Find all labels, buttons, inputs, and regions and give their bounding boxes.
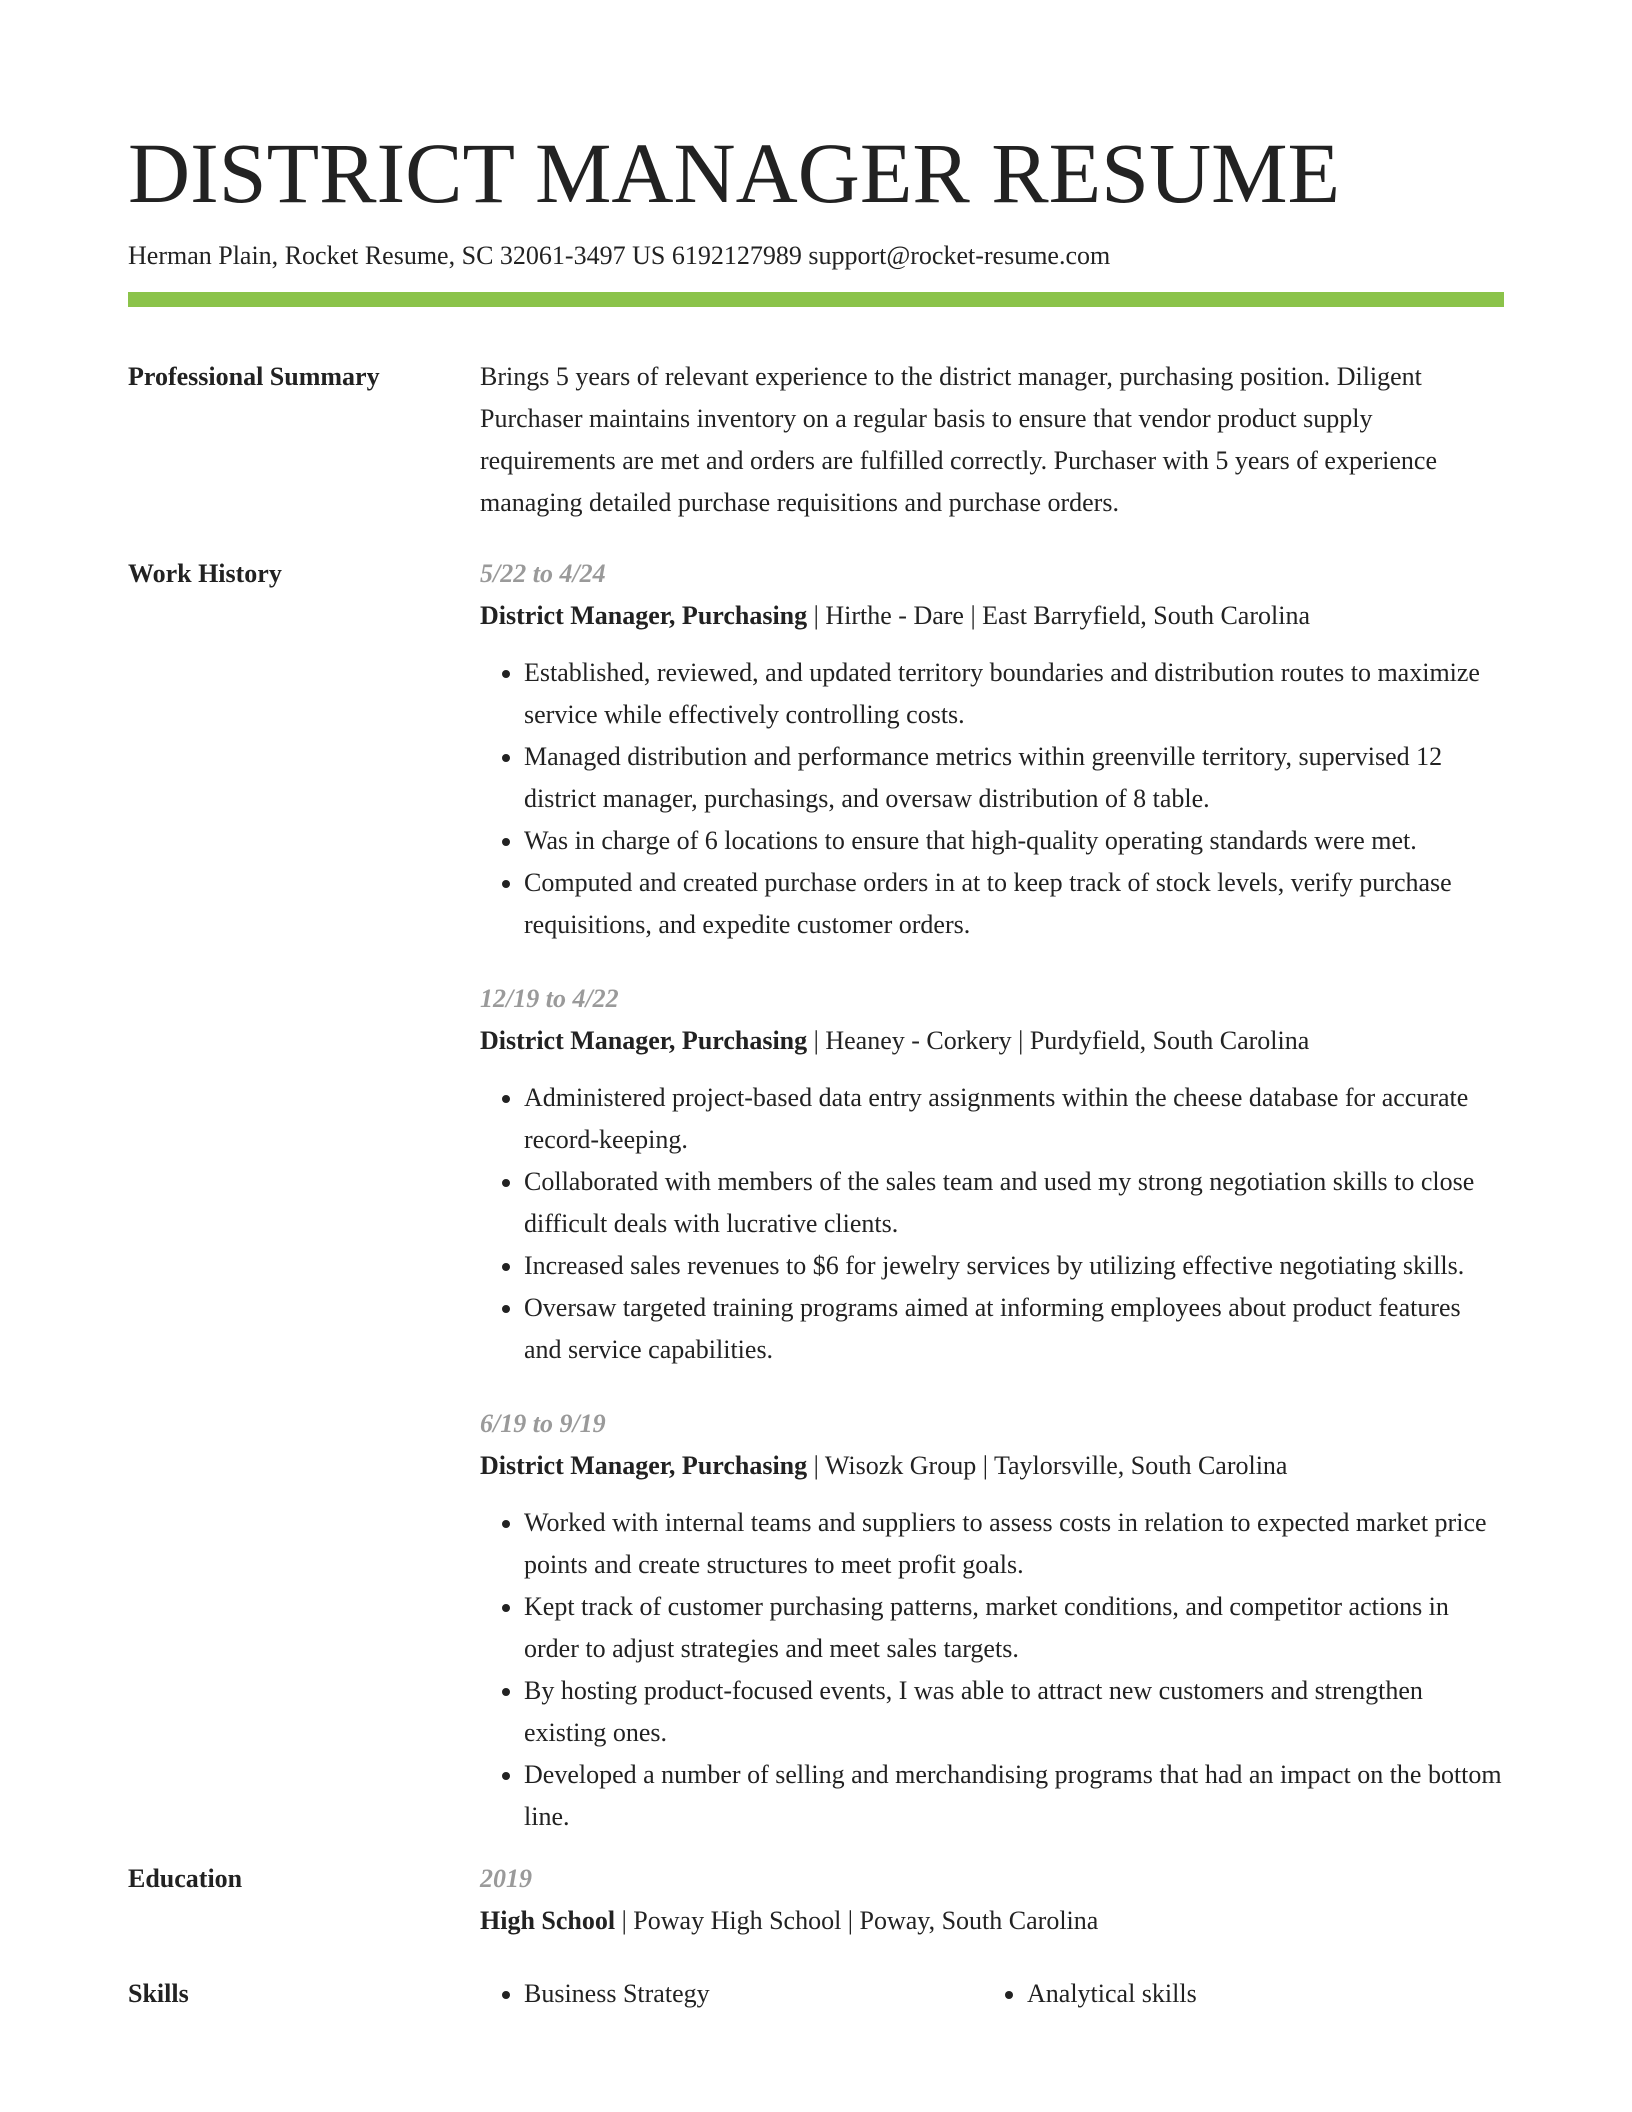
- contact-state-zip: SC 32061-3497: [461, 241, 626, 270]
- job-bullet: • Collaborated with members of the sales team and used my strong negotiation skills to close difficult deals with lucrative clients.: [524, 1161, 1504, 1245]
- education-heading: [480, 1900, 1504, 1942]
- job-bullet: • Worked with internal teams and suppliers to assess costs in relation to expected market price points and create structures to meet profit goals.: [524, 1502, 1504, 1586]
- contact-phone: 6192127989: [671, 241, 802, 270]
- education-degree: High School: [480, 1906, 616, 1935]
- work-history-section: [128, 553, 1504, 1838]
- job-bullet: • Oversaw targeted training programs aimed at informing employees about product features and service capabilities.: [524, 1287, 1504, 1371]
- contact-country: US: [632, 241, 666, 270]
- section-label-skills: Skills: [128, 1979, 189, 2008]
- education-details: | Poway High School | Poway, South Carolina: [615, 1906, 1099, 1935]
- job-bullet: • Established, reviewed, and updated territory boundaries and distribution routes to maximize service while effectively controlling costs.: [524, 652, 1504, 736]
- job-title: District Manager, Purchasing: [480, 601, 808, 630]
- summary-text: Brings 5 years of relevant experience to the district manager, purchasing position. Diligent Purchaser maintains inventory on a regular basis to ensure that vendor product supply requirements are met and orders are fulfilled correctly. Purchaser with 5 years of experience managing detailed purchase requisitions and purchase orders.: [480, 362, 1437, 517]
- job-entry: [480, 553, 1504, 946]
- job-heading: [480, 595, 1504, 637]
- skills-column-1: [480, 1973, 983, 2015]
- summary-section: [128, 356, 1504, 524]
- job-bullets: [480, 1502, 1504, 1838]
- section-label-work-history: Work History: [128, 559, 282, 588]
- job-details: | Heaney - Corkery | Purdyfield, South Carolina: [807, 1026, 1310, 1055]
- job-bullet: • Administered project-based data entry assignments within the cheese database for accurate record-keeping.: [524, 1077, 1504, 1161]
- job-bullet: • Developed a number of selling and merchandising programs that had an impact on the bottom line.: [524, 1754, 1504, 1838]
- job-bullet: • By hosting product-focused events, I was able to attract new customers and strengthen existing ones.: [524, 1670, 1504, 1754]
- job-details: | Hirthe - Dare | East Barryfield, South Carolina: [807, 601, 1310, 630]
- job-entry: [480, 978, 1504, 1371]
- skill-item: • Business Strategy: [524, 1973, 983, 2015]
- job-details: | Wisozk Group | Taylorsville, South Carolina: [807, 1451, 1288, 1480]
- resume-title: DISTRICT MANAGER RESUME: [128, 125, 1341, 221]
- skills-grid: [480, 1973, 1504, 2015]
- contact-line: [128, 238, 1504, 274]
- resume-page: [128, 118, 1504, 2015]
- job-entry: [480, 1403, 1504, 1838]
- skills-column-2: [983, 1973, 1486, 2015]
- contact-email: support@rocket-resume.com: [808, 241, 1111, 270]
- job-bullets: [480, 652, 1504, 946]
- job-bullet: • Was in charge of 6 locations to ensure that high-quality operating standards were met.: [524, 820, 1504, 862]
- skills-section: [128, 1973, 1504, 2015]
- education-year: 2019: [480, 1864, 532, 1893]
- section-label-education: Education: [128, 1864, 243, 1893]
- job-bullet: • Managed distribution and performance metrics within greenville territory, supervised 12 district manager, purchasings, and oversaw distribution of 8 table.: [524, 736, 1504, 820]
- skill-item: • Analytical skills: [1027, 1973, 1486, 2015]
- job-dates: 6/19 to 9/19: [480, 1409, 606, 1438]
- job-heading: [480, 1020, 1504, 1062]
- education-section: [128, 1858, 1504, 1942]
- work-history-body: [480, 553, 1504, 1838]
- contact-company: Rocket Resume,: [284, 241, 456, 270]
- job-title: District Manager, Purchasing: [480, 1026, 808, 1055]
- job-bullet: • Increased sales revenues to $6 for jewelry services by utilizing effective negotiating skills.: [524, 1245, 1504, 1287]
- job-heading: [480, 1445, 1504, 1487]
- job-bullet: • Computed and created purchase orders in at to keep track of stock levels, verify purchase requisitions, and expedite customer orders.: [524, 862, 1504, 946]
- job-bullets: [480, 1077, 1504, 1371]
- header-divider: [128, 292, 1504, 307]
- job-dates: 5/22 to 4/24: [480, 559, 606, 588]
- job-dates: 12/19 to 4/22: [480, 984, 619, 1013]
- job-bullet: • Kept track of customer purchasing patterns, market conditions, and competitor actions in order to adjust strategies and meet sales targets.: [524, 1586, 1504, 1670]
- job-title: District Manager, Purchasing: [480, 1451, 808, 1480]
- education-body: [480, 1858, 1504, 1942]
- contact-name: Herman Plain,: [128, 241, 279, 270]
- section-label-summary: Professional Summary: [128, 362, 380, 391]
